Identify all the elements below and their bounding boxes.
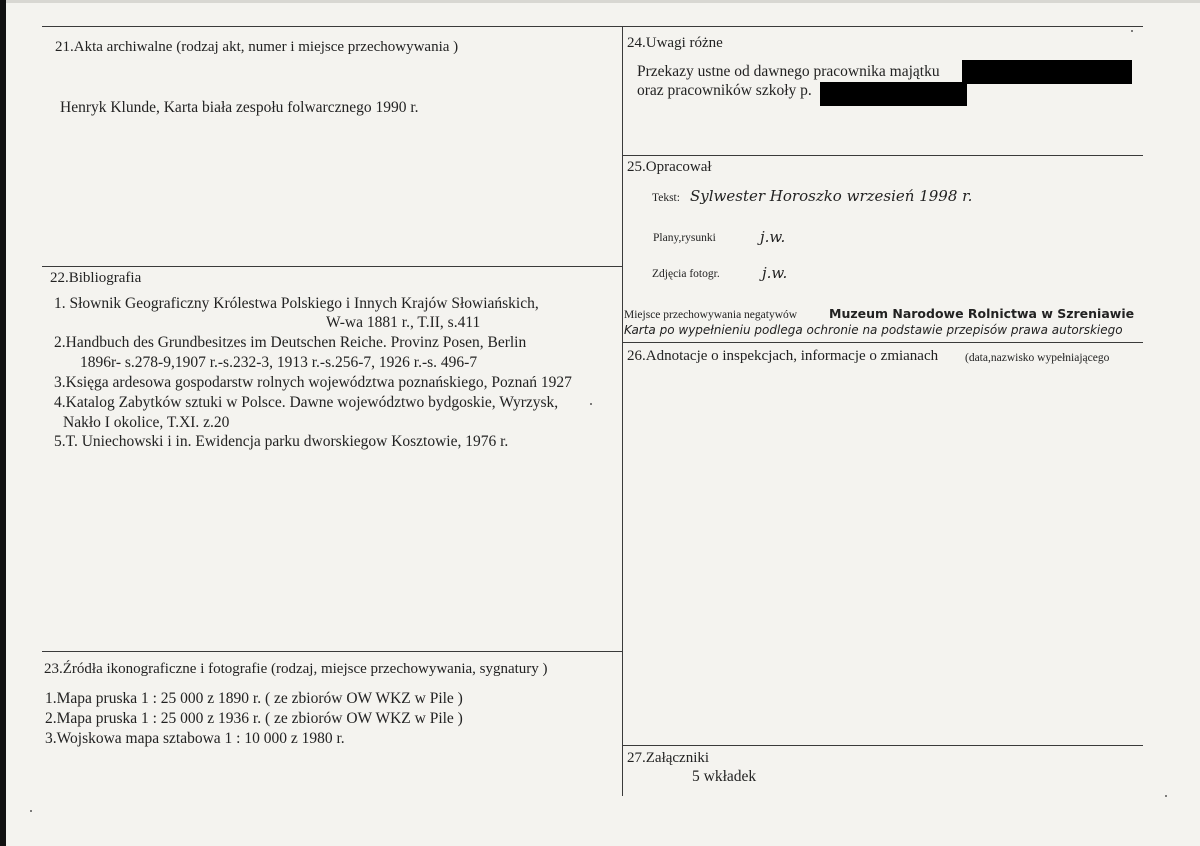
bibliography-line: 4.Katalog Zabytków sztuki w Polsce. Dawne województwo bydgoskie, Wyrzysk, [54,394,559,411]
plans-value: j.w. [760,228,786,246]
scan-speck [590,403,592,405]
column-divider [622,26,623,796]
redaction-block [962,60,1132,84]
section-22-heading: 22.Bibliografia [50,270,142,286]
card-top-edge [0,0,1200,3]
bibliography-line: 1896r- s.278-9,1907 r.-s.232-3, 1913 r.-s.256-7, 1926 r.-s. 496-7 [80,354,478,371]
text-author-label: Tekst: [652,192,680,204]
bibliography-line: Nakło I okolice, T.XI. z.20 [63,414,230,431]
bibliography-line: 1. Słownik Geograficzny Królestwa Polskiego i Innych Krajów Słowiańskich, [54,295,539,312]
bibliography-line: 3.Księga ardesowa gospodarstw rolnych województwa poznańskiego, Poznań 1927 [54,374,572,391]
bibliography-line: W-wa 1881 r., T.II, s.411 [326,314,481,331]
divider-26-27 [622,745,1143,746]
section-21-heading: 21.Akta archiwalne (rodzaj akt, numer i miejsce przechowywania ) [55,39,459,55]
photos-value: j.w. [762,264,788,282]
iconography-line: 1.Mapa pruska 1 : 25 000 z 1890 r. ( ze zbiorów OW WKZ w Pile ) [45,690,463,707]
scan-speck [1131,30,1133,32]
plans-label: Plany,rysunki [653,232,716,244]
remarks-line-2: oraz pracowników szkoły p. [637,82,812,99]
section-21-content: Henryk Klunde, Karta biała zespołu folwarcznego 1990 r. [60,99,419,116]
iconography-line: 3.Wojskowa mapa sztabowa 1 : 10 000 z 1980 r. [45,730,345,747]
section-23-heading: 23.Źródła ikonograficzne i fotografie (rodzaj, miejsce przechowywania, sygnatury ) [44,661,548,677]
section-26-heading-note: (data,nazwisko wypełniającego [965,352,1110,364]
section-27-heading: 27.Załączniki [627,750,710,766]
text-author-value: Sylwester Horoszko wrzesień 1998 r. [690,187,973,205]
section-26-heading: 26.Adnotacje o inspekcjach, informacje o zmianach [627,348,939,364]
copyright-notice: Karta po wypełnieniu podlega ochronie na podstawie przepisów prawa autorskiego [624,323,1123,337]
iconography-line: 2.Mapa pruska 1 : 25 000 z 1936 r. ( ze zbiorów OW WKZ w Pile ) [45,710,463,727]
divider-25-26 [622,342,1143,343]
attachments-content: 5 wkładek [692,768,757,785]
redaction-block [820,82,967,106]
negatives-storage-value: Muzeum Narodowe Rolnictwa w Szreniawie [829,306,1135,321]
divider-21-22 [42,266,622,267]
section-25-heading: 25.Opracował [627,159,712,175]
divider-22-23 [42,651,622,652]
divider-24-25 [622,155,1143,156]
negatives-storage-label: Miejsce przechowywania negatywów [624,309,798,321]
bibliography-line: 2.Handbuch des Grundbesitzes im Deutschen Reiche. Provinz Posen, Berlin [54,334,527,351]
scan-speck [1165,795,1167,797]
scan-speck [30,810,32,812]
photos-label: Zdjęcia fotogr. [652,268,720,280]
remarks-line-1: Przekazy ustne od dawnego pracownika majątku [637,63,940,80]
section-24-heading: 24.Uwagi różne [627,35,723,51]
top-border-line [42,26,1143,27]
card-left-edge [0,0,6,846]
bibliography-line: 5.T. Uniechowski i in. Ewidencja parku dworskiegow Kosztowie, 1976 r. [54,433,509,450]
